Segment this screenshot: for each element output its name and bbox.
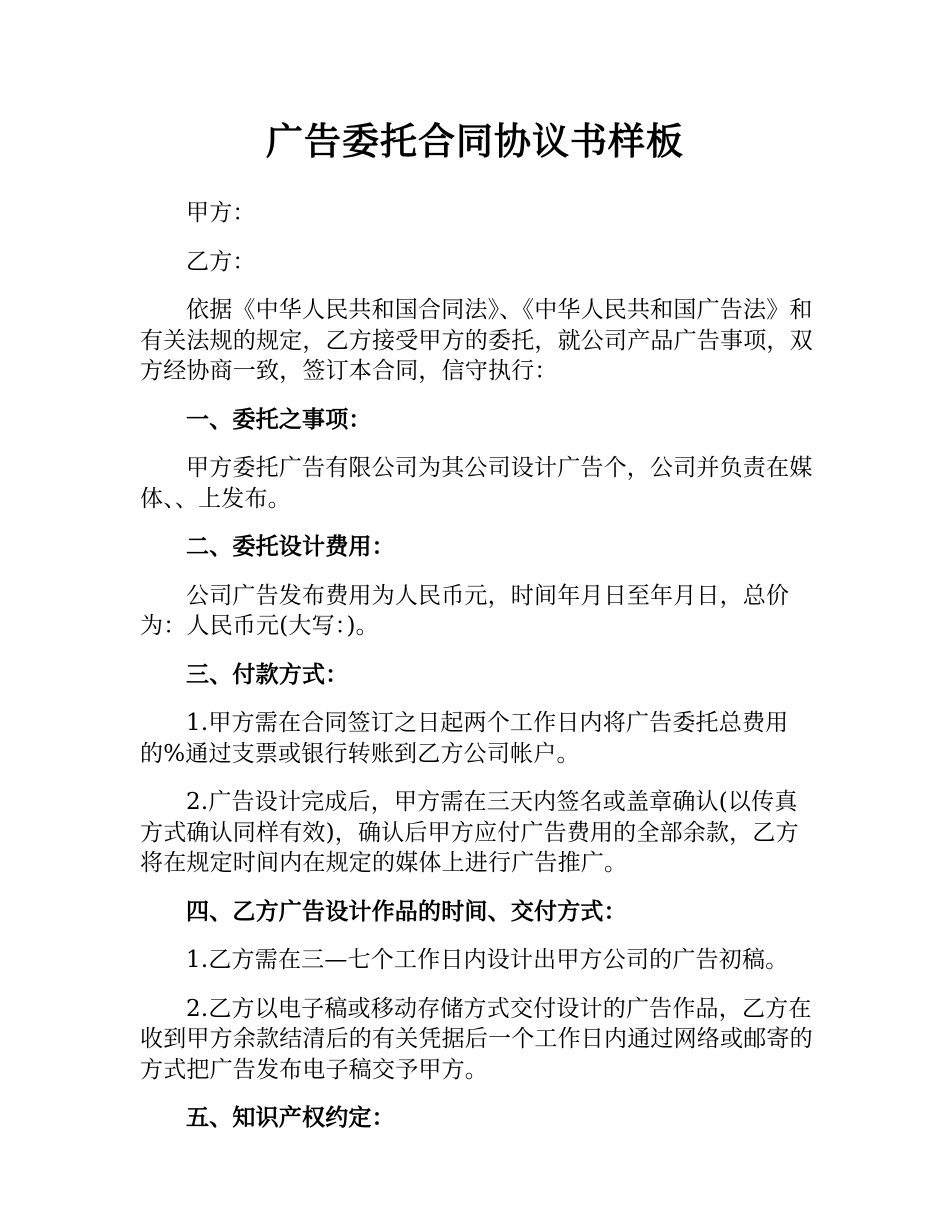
party-a-line: 甲方： [186, 200, 256, 226]
section-3-paragraph-2: 2.广告设计完成后，甲方需在三天内签名或盖章确认(以传真方式确认同样有效)，确认后甲方应付广告费用的全部余款，乙方将在规定时间内在规定的媒体上进行广告推广。 [140, 789, 799, 876]
section-heading-3: 三、付款方式： [186, 661, 349, 688]
document-body [140, 198, 815, 1152]
section-1-paragraph-1: 甲方委托广告有限公司为其公司设计广告个，公司并负责在媒体、、上发布。 [140, 455, 813, 512]
section-4-paragraph-2: 2.乙方以电子稿或移动存储方式交付设计的广告作品，乙方在收到甲方余款结清后的有关凭据后一个工作日内通过网络或邮寄的方式把广告发布电子稿交予甲方。 [140, 995, 813, 1083]
party-b-line: 乙方： [186, 248, 256, 275]
section-heading-2: 二、委托设计费用： [186, 534, 395, 560]
section-4-paragraph-1: 1.乙方需在三—七个工作日内设计出甲方公司的广告初稿。 [186, 947, 789, 973]
section-heading-1: 一、委托之事项： [186, 406, 372, 433]
section-3-paragraph-1: 1.甲方需在合同签订之日起两个工作日内将广告委托总费用的%通过支票或银行转账到乙方公司帐户。 [140, 710, 789, 767]
section-heading-5: 五、知识产权约定： [186, 1105, 395, 1131]
document-title: 广告委托合同协议书样板 [266, 120, 684, 163]
section-2-paragraph-1: 公司广告发布费用为人民币元，时间年月日至年月日，总价为：人民币元(大写：)。 [140, 582, 790, 639]
intro-paragraph: 依据《中华人民共和国合同法》、《中华人民共和国广告法》和有关法规的规定，乙方接受甲方的委托，就公司产品广告事项，双方经协商一致，签订本合同，信守执行： [140, 297, 813, 384]
section-heading-4: 四、乙方广告设计作品的时间、交付方式： [186, 898, 627, 925]
